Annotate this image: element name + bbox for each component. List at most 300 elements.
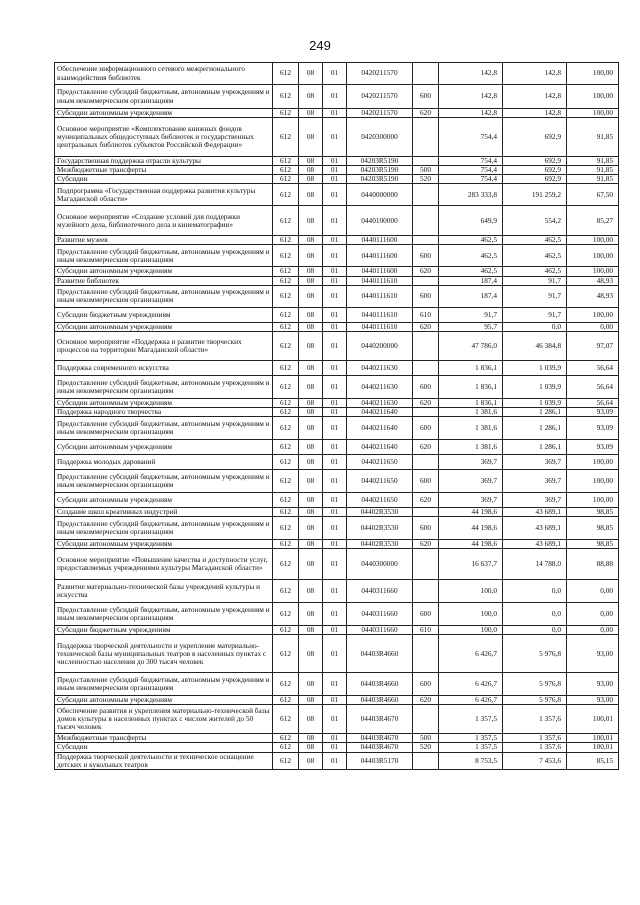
cell-ministry: 612 <box>273 517 299 540</box>
cell-name: Поддержка современного искусства <box>55 360 273 375</box>
cell-revised: 7 453,6 <box>503 752 567 769</box>
cell-type: 610 <box>413 626 439 635</box>
cell-percent: 100,00 <box>567 454 619 469</box>
cell-target: 04402R3530 <box>347 507 413 516</box>
cell-percent: 85,15 <box>567 752 619 769</box>
cell-type <box>413 549 439 580</box>
table-row <box>55 517 619 540</box>
cell-planned: 369,7 <box>439 492 503 507</box>
cell-revised: 369,7 <box>503 469 567 492</box>
cell-target: 04203R5190 <box>347 166 413 175</box>
cell-subsection: 01 <box>323 157 347 166</box>
cell-revised: 1 039,9 <box>503 398 567 407</box>
cell-revised: 462,5 <box>503 236 567 245</box>
cell-revised: 692,9 <box>503 166 567 175</box>
cell-section: 08 <box>299 603 323 626</box>
cell-name: Поддержка народного творчества <box>55 407 273 416</box>
cell-ministry: 612 <box>273 322 299 331</box>
cell-subsection: 01 <box>323 63 347 85</box>
cell-section: 08 <box>299 635 323 673</box>
cell-planned: 44 198,6 <box>439 540 503 549</box>
cell-target: 0440211640 <box>347 416 413 439</box>
cell-percent: 100,00 <box>567 236 619 245</box>
cell-type: 600 <box>413 375 439 398</box>
cell-ministry: 612 <box>273 184 299 206</box>
cell-percent: 93,00 <box>567 635 619 673</box>
cell-section: 08 <box>299 416 323 439</box>
cell-section: 08 <box>299 580 323 603</box>
table-row <box>55 184 619 206</box>
cell-name: Подпрограмма «Государственная поддержка развития культуры Магаданской области» <box>55 184 273 206</box>
cell-planned: 462,5 <box>439 245 503 267</box>
cell-planned: 369,7 <box>439 454 503 469</box>
table-row <box>55 407 619 416</box>
cell-type: 620 <box>413 398 439 407</box>
cell-percent: 100,00 <box>567 109 619 118</box>
cell-planned: 100,0 <box>439 626 503 635</box>
table-row <box>55 696 619 705</box>
cell-subsection: 01 <box>323 166 347 175</box>
cell-type: 600 <box>413 517 439 540</box>
cell-percent: 100,01 <box>567 734 619 743</box>
cell-name: Поддержка творческой деятельности и укрепление материально-технической базы муниципальных театров в населенных пунктах с численностью населения до 300 тысяч человек <box>55 635 273 673</box>
cell-type <box>413 276 439 285</box>
cell-percent: 100,00 <box>567 85 619 109</box>
cell-subsection: 01 <box>323 752 347 769</box>
cell-planned: 187,4 <box>439 276 503 285</box>
cell-target: 0440211630 <box>347 398 413 407</box>
cell-name: Развитие библиотек <box>55 276 273 285</box>
cell-ministry: 612 <box>273 307 299 322</box>
table-row <box>55 245 619 267</box>
cell-type <box>413 118 439 157</box>
cell-percent: 91,85 <box>567 166 619 175</box>
cell-ministry: 612 <box>273 175 299 184</box>
cell-subsection: 01 <box>323 673 347 696</box>
cell-revised: 554,2 <box>503 206 567 236</box>
cell-planned: 754,4 <box>439 175 503 184</box>
table-row <box>55 118 619 157</box>
cell-ministry: 612 <box>273 166 299 175</box>
cell-target: 0440200000 <box>347 331 413 360</box>
cell-target: 0440211640 <box>347 439 413 454</box>
cell-ministry: 612 <box>273 439 299 454</box>
table-row <box>55 673 619 696</box>
cell-percent: 91,85 <box>567 175 619 184</box>
cell-section: 08 <box>299 109 323 118</box>
cell-type <box>413 635 439 673</box>
cell-ministry: 612 <box>273 416 299 439</box>
cell-percent: 91,85 <box>567 118 619 157</box>
cell-name: Предоставление субсидий бюджетным, автономным учреждениям и иным некоммерческим организациям <box>55 245 273 267</box>
cell-revised: 46 384,8 <box>503 331 567 360</box>
cell-name: Субсидии <box>55 175 273 184</box>
cell-revised: 1 039,9 <box>503 360 567 375</box>
cell-name: Межбюджетные трансферты <box>55 734 273 743</box>
cell-target: 0420211570 <box>347 85 413 109</box>
cell-ministry: 612 <box>273 549 299 580</box>
cell-percent: 56,64 <box>567 375 619 398</box>
cell-percent: 93,09 <box>567 407 619 416</box>
cell-subsection: 01 <box>323 276 347 285</box>
table-row <box>55 109 619 118</box>
cell-section: 08 <box>299 157 323 166</box>
cell-name: Поддержка молодых дарований <box>55 454 273 469</box>
cell-type <box>413 360 439 375</box>
cell-name: Субсидии автономным учреждениям <box>55 696 273 705</box>
cell-subsection: 01 <box>323 540 347 549</box>
cell-subsection: 01 <box>323 360 347 375</box>
cell-planned: 1 357,5 <box>439 734 503 743</box>
cell-target: 04403R4660 <box>347 635 413 673</box>
cell-name: Предоставление субсидий бюджетным, автономным учреждениям и иным некоммерческим организациям <box>55 285 273 307</box>
cell-section: 08 <box>299 454 323 469</box>
cell-section: 08 <box>299 307 323 322</box>
cell-percent: 48,93 <box>567 276 619 285</box>
cell-subsection: 01 <box>323 206 347 236</box>
cell-planned: 44 198,6 <box>439 517 503 540</box>
cell-target: 0440111610 <box>347 285 413 307</box>
cell-target: 0420300000 <box>347 118 413 157</box>
cell-name: Предоставление субсидий бюджетным, автономным учреждениям и иным некоммерческим организациям <box>55 416 273 439</box>
cell-target: 04402R3530 <box>347 540 413 549</box>
cell-type <box>413 407 439 416</box>
cell-section: 08 <box>299 549 323 580</box>
cell-target: 0440000000 <box>347 184 413 206</box>
table-row <box>55 540 619 549</box>
cell-planned: 1 381,6 <box>439 407 503 416</box>
cell-name: Государственная поддержка отрасли культуры <box>55 157 273 166</box>
cell-section: 08 <box>299 166 323 175</box>
cell-revised: 692,9 <box>503 118 567 157</box>
cell-name: Субсидии автономным учреждениям <box>55 322 273 331</box>
cell-percent: 100,00 <box>567 492 619 507</box>
cell-target: 0440311660 <box>347 626 413 635</box>
cell-revised: 14 788,0 <box>503 549 567 580</box>
cell-section: 08 <box>299 743 323 752</box>
cell-subsection: 01 <box>323 507 347 516</box>
cell-percent: 56,64 <box>567 398 619 407</box>
cell-name: Субсидии автономным учреждениям <box>55 540 273 549</box>
cell-planned: 1 357,5 <box>439 705 503 734</box>
cell-target: 0440311660 <box>347 580 413 603</box>
cell-target: 0440111600 <box>347 245 413 267</box>
cell-subsection: 01 <box>323 307 347 322</box>
cell-section: 08 <box>299 175 323 184</box>
cell-subsection: 01 <box>323 549 347 580</box>
cell-revised: 462,5 <box>503 267 567 276</box>
table-row <box>55 175 619 184</box>
cell-target: 0440111610 <box>347 322 413 331</box>
cell-ministry: 612 <box>273 696 299 705</box>
cell-revised: 1 286,1 <box>503 407 567 416</box>
cell-name: Субсидии автономным учреждениям <box>55 398 273 407</box>
cell-revised: 1 357,6 <box>503 705 567 734</box>
cell-name: Предоставление субсидий бюджетным, автономным учреждениям и иным некоммерческим организациям <box>55 603 273 626</box>
cell-section: 08 <box>299 360 323 375</box>
cell-section: 08 <box>299 469 323 492</box>
cell-revised: 43 689,1 <box>503 507 567 516</box>
cell-name: Межбюджетные трансферты <box>55 166 273 175</box>
cell-subsection: 01 <box>323 407 347 416</box>
cell-section: 08 <box>299 439 323 454</box>
cell-ministry: 612 <box>273 752 299 769</box>
table-row <box>55 469 619 492</box>
cell-planned: 649,9 <box>439 206 503 236</box>
cell-revised: 1 357,6 <box>503 734 567 743</box>
cell-percent: 88,88 <box>567 549 619 580</box>
cell-percent: 85,27 <box>567 206 619 236</box>
cell-percent: 98,85 <box>567 507 619 516</box>
cell-planned: 91,7 <box>439 307 503 322</box>
cell-revised: 91,7 <box>503 285 567 307</box>
cell-target: 0440111610 <box>347 307 413 322</box>
cell-percent: 98,85 <box>567 540 619 549</box>
cell-type <box>413 705 439 734</box>
cell-section: 08 <box>299 734 323 743</box>
cell-type: 500 <box>413 166 439 175</box>
table-row <box>55 507 619 516</box>
table-row <box>55 267 619 276</box>
table-row <box>55 635 619 673</box>
cell-planned: 369,7 <box>439 469 503 492</box>
cell-subsection: 01 <box>323 705 347 734</box>
cell-subsection: 01 <box>323 696 347 705</box>
cell-section: 08 <box>299 407 323 416</box>
cell-planned: 95,7 <box>439 322 503 331</box>
cell-name: Предоставление субсидий бюджетным, автономным учреждениям и иным некоммерческим организациям <box>55 375 273 398</box>
cell-type: 520 <box>413 743 439 752</box>
cell-section: 08 <box>299 375 323 398</box>
cell-type: 620 <box>413 492 439 507</box>
cell-section: 08 <box>299 63 323 85</box>
table-row <box>55 85 619 109</box>
cell-planned: 462,5 <box>439 236 503 245</box>
cell-planned: 6 426,7 <box>439 635 503 673</box>
cell-percent: 100,01 <box>567 705 619 734</box>
table-row <box>55 626 619 635</box>
cell-target: 04403R4660 <box>347 696 413 705</box>
cell-section: 08 <box>299 540 323 549</box>
table-row <box>55 331 619 360</box>
cell-section: 08 <box>299 705 323 734</box>
cell-section: 08 <box>299 245 323 267</box>
cell-subsection: 01 <box>323 416 347 439</box>
cell-planned: 462,5 <box>439 267 503 276</box>
cell-subsection: 01 <box>323 580 347 603</box>
cell-target: 0420211570 <box>347 63 413 85</box>
cell-type <box>413 454 439 469</box>
cell-section: 08 <box>299 85 323 109</box>
cell-percent: 91,85 <box>567 157 619 166</box>
cell-ministry: 612 <box>273 245 299 267</box>
cell-ministry: 612 <box>273 603 299 626</box>
cell-target: 0440211650 <box>347 469 413 492</box>
cell-revised: 0,0 <box>503 580 567 603</box>
cell-name: Основное мероприятие «Повышение качества и доступности услуг, предоставляемых учреждениями культуры Магаданской области» <box>55 549 273 580</box>
cell-subsection: 01 <box>323 322 347 331</box>
cell-ministry: 612 <box>273 285 299 307</box>
cell-type: 620 <box>413 322 439 331</box>
cell-revised: 191 259,2 <box>503 184 567 206</box>
cell-percent: 0,00 <box>567 626 619 635</box>
cell-percent: 100,00 <box>567 63 619 85</box>
cell-section: 08 <box>299 331 323 360</box>
cell-section: 08 <box>299 267 323 276</box>
cell-type: 500 <box>413 734 439 743</box>
cell-planned: 6 426,7 <box>439 696 503 705</box>
cell-revised: 5 976,8 <box>503 635 567 673</box>
cell-planned: 1 381,6 <box>439 416 503 439</box>
cell-section: 08 <box>299 398 323 407</box>
cell-subsection: 01 <box>323 118 347 157</box>
cell-planned: 142,8 <box>439 109 503 118</box>
table-row <box>55 276 619 285</box>
cell-revised: 0,0 <box>503 603 567 626</box>
table-row <box>55 307 619 322</box>
cell-type <box>413 236 439 245</box>
cell-planned: 187,4 <box>439 285 503 307</box>
cell-ministry: 612 <box>273 580 299 603</box>
table-row <box>55 549 619 580</box>
cell-ministry: 612 <box>273 85 299 109</box>
cell-subsection: 01 <box>323 626 347 635</box>
cell-subsection: 01 <box>323 267 347 276</box>
cell-type: 620 <box>413 267 439 276</box>
cell-target: 0440100000 <box>347 206 413 236</box>
cell-ministry: 612 <box>273 635 299 673</box>
cell-target: 04403R4660 <box>347 673 413 696</box>
cell-percent: 100,00 <box>567 267 619 276</box>
cell-type: 600 <box>413 469 439 492</box>
cell-percent: 93,00 <box>567 696 619 705</box>
page-number: 249 <box>309 38 331 53</box>
table-row <box>55 166 619 175</box>
cell-type: 600 <box>413 245 439 267</box>
cell-subsection: 01 <box>323 743 347 752</box>
cell-target: 04402R3530 <box>347 517 413 540</box>
cell-type: 600 <box>413 285 439 307</box>
cell-subsection: 01 <box>323 454 347 469</box>
cell-revised: 692,9 <box>503 157 567 166</box>
cell-target: 0440300000 <box>347 549 413 580</box>
cell-name: Развитие музеев <box>55 236 273 245</box>
cell-planned: 142,8 <box>439 63 503 85</box>
cell-section: 08 <box>299 206 323 236</box>
cell-subsection: 01 <box>323 517 347 540</box>
table-row <box>55 743 619 752</box>
cell-revised: 1 357,6 <box>503 743 567 752</box>
cell-section: 08 <box>299 322 323 331</box>
cell-type: 600 <box>413 416 439 439</box>
cell-name: Основное мероприятие «Создание условий для поддержки музейного дела, библиотечного дела и кинематографии» <box>55 206 273 236</box>
table-row <box>55 705 619 734</box>
cell-section: 08 <box>299 276 323 285</box>
cell-ministry: 612 <box>273 407 299 416</box>
table-row <box>55 454 619 469</box>
cell-revised: 43 689,1 <box>503 540 567 549</box>
cell-section: 08 <box>299 673 323 696</box>
cell-target: 04403R4670 <box>347 734 413 743</box>
cell-ministry: 612 <box>273 492 299 507</box>
cell-ministry: 612 <box>273 398 299 407</box>
cell-percent: 93,09 <box>567 416 619 439</box>
cell-planned: 1 357,5 <box>439 743 503 752</box>
cell-target: 0440211650 <box>347 454 413 469</box>
cell-name: Предоставление субсидий бюджетным, автономным учреждениям и иным некоммерческим организациям <box>55 517 273 540</box>
cell-ministry: 612 <box>273 734 299 743</box>
cell-percent: 100,00 <box>567 307 619 322</box>
cell-section: 08 <box>299 507 323 516</box>
cell-name: Поддержка творческой деятельности и техническое оснащение детских и кукольных театров <box>55 752 273 769</box>
cell-percent: 100,00 <box>567 469 619 492</box>
cell-subsection: 01 <box>323 236 347 245</box>
cell-ministry: 612 <box>273 118 299 157</box>
cell-target: 0440111610 <box>347 276 413 285</box>
cell-target: 04403R5170 <box>347 752 413 769</box>
cell-target: 0440111600 <box>347 267 413 276</box>
cell-type: 600 <box>413 85 439 109</box>
cell-name: Субсидии бюджетным учреждениям <box>55 626 273 635</box>
cell-revised: 1 286,1 <box>503 439 567 454</box>
cell-subsection: 01 <box>323 492 347 507</box>
cell-ministry: 612 <box>273 206 299 236</box>
cell-name: Основное мероприятие «Поддержка и развитие творческих процессов на территории Магаданской области» <box>55 331 273 360</box>
cell-name: Предоставление субсидий бюджетным, автономным учреждениям и иным некоммерческим организациям <box>55 469 273 492</box>
cell-name: Субсидии бюджетным учреждениям <box>55 307 273 322</box>
cell-section: 08 <box>299 517 323 540</box>
table-row <box>55 752 619 769</box>
cell-planned: 44 198,6 <box>439 507 503 516</box>
cell-type: 520 <box>413 175 439 184</box>
cell-name: Субсидии автономным учреждениям <box>55 439 273 454</box>
table-row <box>55 492 619 507</box>
cell-type <box>413 752 439 769</box>
cell-subsection: 01 <box>323 439 347 454</box>
cell-section: 08 <box>299 184 323 206</box>
cell-percent: 0,00 <box>567 580 619 603</box>
cell-planned: 1 836,1 <box>439 375 503 398</box>
budget-table <box>54 62 619 770</box>
cell-planned: 1 836,1 <box>439 360 503 375</box>
cell-section: 08 <box>299 696 323 705</box>
cell-ministry: 612 <box>273 331 299 360</box>
cell-percent: 100,01 <box>567 743 619 752</box>
cell-type <box>413 507 439 516</box>
cell-name: Предоставление субсидий бюджетным, автономным учреждениям и иным некоммерческим организациям <box>55 85 273 109</box>
cell-planned: 754,4 <box>439 157 503 166</box>
cell-section: 08 <box>299 285 323 307</box>
table-row <box>55 734 619 743</box>
cell-section: 08 <box>299 492 323 507</box>
cell-revised: 142,8 <box>503 85 567 109</box>
table-row <box>55 157 619 166</box>
cell-type: 620 <box>413 439 439 454</box>
cell-target: 0440211640 <box>347 407 413 416</box>
cell-type <box>413 157 439 166</box>
cell-planned: 754,4 <box>439 118 503 157</box>
cell-ministry: 612 <box>273 507 299 516</box>
table-row <box>55 285 619 307</box>
table-row <box>55 603 619 626</box>
table-row <box>55 416 619 439</box>
cell-subsection: 01 <box>323 734 347 743</box>
cell-name: Основное мероприятие «Комплектование книжных фондов муниципальных общедоступных библиотек и государственных центральных библиотек субъектов Российской Федерации» <box>55 118 273 157</box>
cell-percent: 56,64 <box>567 360 619 375</box>
cell-revised: 369,7 <box>503 492 567 507</box>
cell-subsection: 01 <box>323 635 347 673</box>
cell-section: 08 <box>299 236 323 245</box>
